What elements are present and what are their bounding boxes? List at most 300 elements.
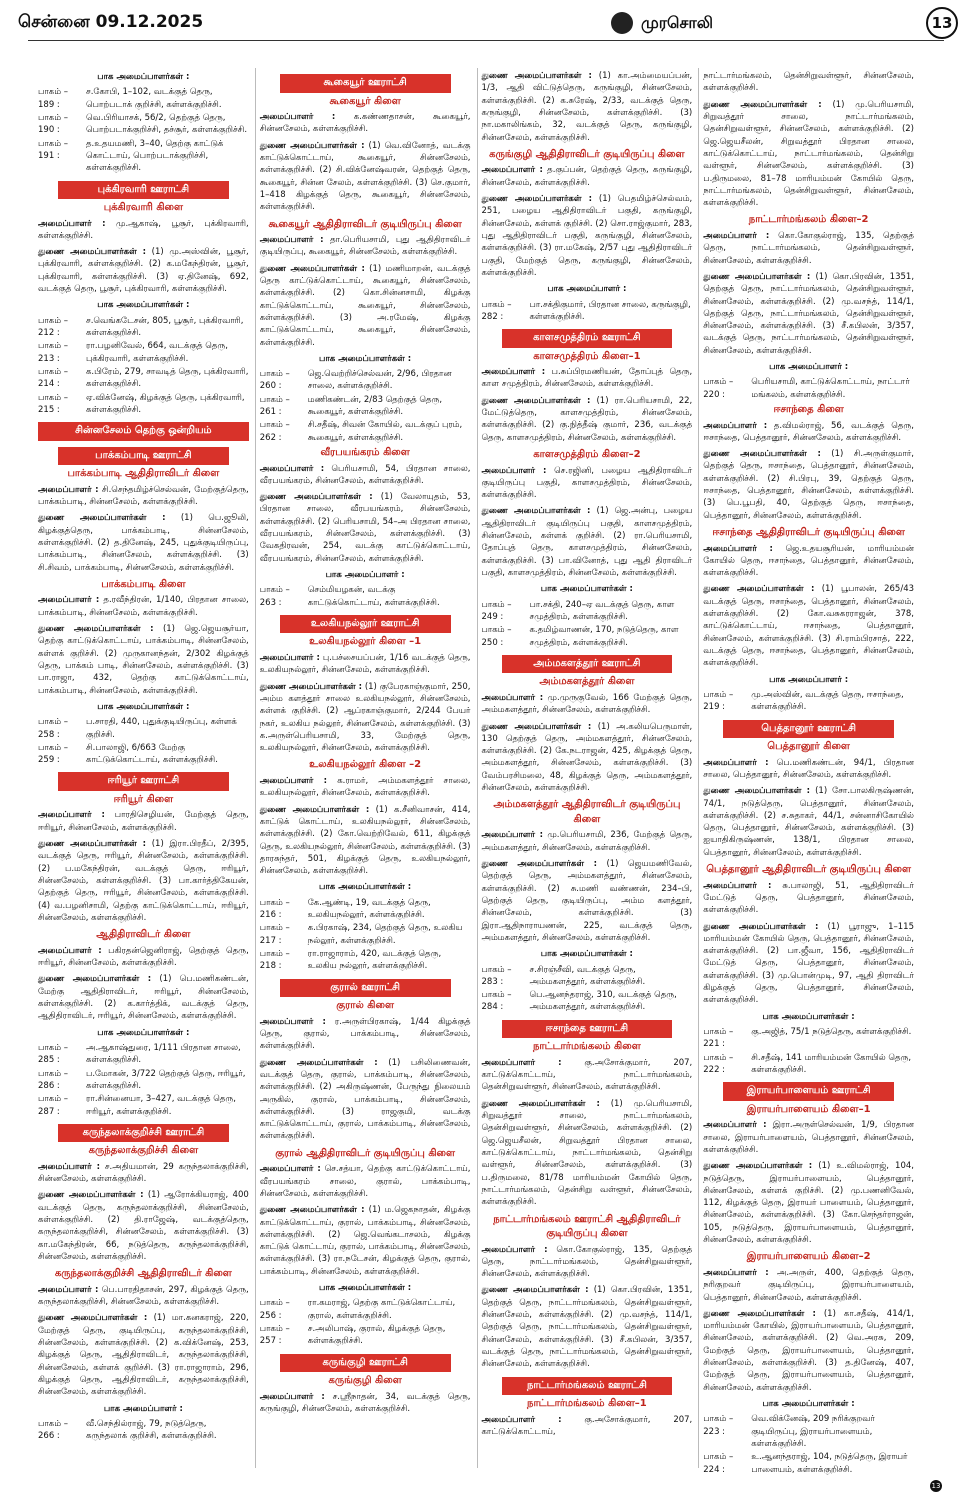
branch-heading: ஈசாந்தை கிளை [773,404,844,415]
section-block [260,979,471,998]
role-label: துணை அமைப்பாளர்கள் : [481,506,591,517]
member-paragraph [260,1016,471,1053]
part-number: பாகம் – 250 : [481,625,512,648]
member-paragraph [260,652,471,677]
article-columns [38,68,915,1475]
section-block [38,447,249,466]
section-bar: ஈரியூர் ஊராட்சி [58,772,229,791]
part-number: பாகம் – 259 : [38,742,68,766]
member-details: (1) கொ.பிரவின், 1351, தெற்குத் தெரு, நாட்டார்மங்கலம், தென்சிறுவள்ளூர், சின்னசேலம், கள்ளக்குறிச்சி. (2) மு.வசந்த், 114/1, தெற்குத் தெரு, நாட்டார்மங்கலம், தென்சிறுவள்ளூர், சின்னசேலம், கள்ளக்குறிச்சி. (3) சீ.கபிலன், 3/357, வடக்குத் தெரு, நாட்டார்மங்கலம், தென்சிறுவள்ளூர், சின்னசேலம், கள்ளக்குறிச்சி. [703,271,915,356]
part-entry [703,1026,914,1051]
part-entry [260,1297,471,1322]
role-label: துணை அமைப்பாளர்கள் : [481,395,591,406]
part-number: பாகம் – 189 : [38,87,68,110]
branch-heading: காளசமுத்திரம் கிளை–1 [533,350,641,362]
role-label: துணை அமைப்பாளர்கள் : [259,681,363,692]
part-entry [260,897,471,922]
role-label: துணை அமைப்பாளர்கள் : [259,1057,378,1068]
part-detail: மு.அஸ்வின், வடக்குத் தெரு, ஈசாந்தை, கள்ளக்குறிச்சி. [751,689,904,713]
member-paragraph [260,804,471,878]
section-bar: காளசமுத்திரம் ஊராட்சி [502,329,673,348]
member-paragraph [703,1267,914,1304]
branch-heading: நாட்டார்மங்கலம் கிளை–2 [748,214,869,226]
part-detail: செம்மியழகன், வடக்கு காட்டுக்கொட்டாய், கள்ளக்குறிச்சி. [307,585,440,608]
part-entry [260,584,471,609]
member-details: பாரதிசெழியன், மேற்குத் தெரு, ஈரியூர், சின்னசேலம், கள்ளக்குறிச்சி. [38,810,249,833]
part-number: பாகம் – 286 : [38,1068,68,1091]
member-paragraph [703,543,914,580]
part-heading: பாக அமைப்பாளர் : [325,570,405,580]
member-details: (1) உ.விமல்ராஜ், 104, நடுத்தெரு, இராயர்பாளையம், பெத்தானூர், சின்னசேலம், கள்ளக் குறிச்சி. (2) மு.பணனிவேல், 112, கிழக்குத் தெரு, இராயர் பாளையம், பெத்தானூர், சின்னசேலம், கள்ளக்குறிச்சி. (3) கோ.செந்தர்ராஜன், 105, நடுத்தெரு, இராயர்பாளையம், பெத்தானூர், சின்னசேலம், கள்ளக்குறிச்சி. [703,1161,914,1246]
member-details: செ.சத்யா, தெற்கு காட்டுக்கொட்டாய், வீரபயங்கரம் சாலை, குரால், பாக்கம்பாடி, சின்னசேலம், கள்ளக்குறிச்சி. [259,1164,471,1199]
part-entry [482,599,693,624]
section-bar: கருந்தலாக்குறிச்சி ஊராட்சி [58,1124,229,1143]
part-number: பாகம் – 190 : [38,112,68,136]
branch-heading: ஆதிதிராவிடர் கிளை [96,929,191,941]
role-label: அமைப்பாளர் : [703,757,769,768]
member-paragraph [703,230,914,267]
branch-heading: காளசமுத்திரம் கிளை–2 [533,449,641,460]
member-details: நாட்டார்மங்கலம், தென்சிறுவள்ளூர், சின்னசேலம், கள்ளக்குறிச்சி. [703,71,914,94]
page-number-badge: 13 [926,7,958,39]
part-entry [703,1451,914,1476]
part-number: பாகம் – 223 : [703,1414,734,1437]
part-detail: ரா.சின்னையா, 3–427, வடக்குத் தெரு, ஈரியூர், கள்ளக்குறிச்சி. [86,1094,236,1117]
section-bar: நாட்டார்மங்கலம் ஊராட்சி [502,1377,673,1396]
member-paragraph [38,973,249,1022]
part-heading: பாக அமைப்பாளர்கள் : [540,949,633,960]
member-paragraph [38,246,249,295]
section-bar: பெத்தானூர் ஊராட்சி [723,720,894,739]
branch-heading: அம்மகளத்தூர் கிளை [539,676,635,688]
member-paragraph [482,465,693,502]
member-details: (1) கா.அம்மையப்பன், 1/3, ஆதி விட்டுத்தெரு, கருங்குழி, சின்னசேலம், கள்ளக்குறிச்சி. (2) க.சுரேஷ், 2/33, வடக்குத் தெரு, கருங்குழி, சின்னசேலம், கள்ளக்குறிச்சி. (3) நா.மகாலிங்கம், 32, வடக்குத் தெரு, கருங்குழி, சின்னசேலம், கள்ளக்குறிச்சி. [481,71,693,143]
member-paragraph [703,757,914,782]
member-paragraph [38,594,249,619]
branch-heading: பெத்தானூர் ஆதிதிராவிடர் குடியிருப்பு கிளை [706,864,912,876]
section-bar: புக்கிரவாரி ஊராட்சி [58,181,229,200]
member-paragraph [703,448,914,522]
member-details: (1) பெதமிழ்ச்செல்வம், 251, பழைய ஆதிதிராவிடர் பகுதி, கருங்குழி, சின்னசேலம், கள்ளக் குறிச்சி. (2) சொ.ராஜ்குமார், 283, புது ஆதிதிராவிடர் பகுதி, கருங்குழி, சின்னசேலம், கள்ளக்குறிச்சி. (3) ரா.மகேஷ், 2/57 புது ஆதிதிராவிடர் பகுதி, மேற்குத் தெரு, கருங்குழி, சின்னசேலம், கள்ளக்குறிச்சி. [481,194,693,278]
section-block [260,1354,471,1373]
member-details: ப.சுப்பிரமணியன், தோப்புத் தெரு, காள சமுத்திரம், சின்னசேலம், கள்ளக்குறிச்சி. [481,367,693,390]
part-entry [38,392,249,417]
column-4 [698,68,915,1475]
part-entry [260,948,471,973]
member-details: (1) குபேரகாஞ்குமார், 250, அம்ம களத்தூர் சாலை உலகியநல்லூர், சின்னசேலம், கள்ளக் குறிச்சி. (2) ஆப்ரகாஞ்குமார், 2/244 பேயர் நகர், உலகிய நல்லூர், சின்னசேலம், கள்ளக்குறிச்சி. (3) க.அருள்பெரியசாமி, 33, மேற்குத் தெரு, உலகியநல்லூர், சின்னசேலம், கள்ளக்குறிச்சி. [259,681,471,754]
part-detail: க.பிரேம், 279, சாவடித் தெரு, புக்கிரவாரி, கள்ளக்குறிச்சி. [86,366,249,390]
part-detail: க.பிரகாஷ், 234, தெற்குத் தெரு, உலகிய நல்லூர், கள்ளக்குறிச்சி. [307,923,463,946]
part-entry [38,716,249,741]
member-details: பகிரதன்ஜெனிராஜ், தெற்குத் தெரு, ஈரியூர், சின்னசேலம், கள்ளக்குறிச்சி. [38,945,249,969]
member-details: (1) கொ.பிரவின், 1351, தெற்குத் தெரு, நாட்டார்மங்கலம், தென்சிறுவள்ளூர், சின்னசேலம், கள்ளக்குறிச்சி. (2) மு.வசந்த், 114/1, தெற்குத் தெரு, நாட்டார்மங்கலம், தென்சிறுவள்ளூர், சின்னசேலம், கள்ளக்குறிச்சி. (3) சீ.கபிலன், 3/357, வடக்குத் தெரு, நாட்டார்மங்கலம், தென்சிறுவள்ளூர், சின்னசேலம், கள்ளக்குறிச்சி. [481,1285,693,1370]
role-label: அமைப்பாளர் : [259,652,320,663]
part-detail: அ.ஆகாஷ்துரை, 1/111 பிரதான சாலை, கள்ளக்குறிச்சி. [86,1042,241,1066]
part-detail: கே.ஆண்டி, 19, வடக்குத் தெரு, உலகியநல்லூர், கள்ளக்குறிச்சி. [307,897,431,921]
part-number: பாகம் – 215 : [38,392,68,415]
branch-heading: உலகியநல்லூர் கிளை –1 [309,636,422,648]
member-details: கொ.கோகுல்ராஜ், 135, தெற்குத் தெரு, நாட்டார்மங்கலம், தென்சிறுவள்ளூர், சின்னசேலம், கள்ளக்குறிச்சி. [481,1244,693,1280]
section-bar: இராயர்பாளையம் ஊராட்சி [723,1082,894,1101]
member-paragraph [482,829,693,854]
role-label: அமைப்பாளர் : [38,945,102,956]
member-details: (1) பூராஜு, 1–115 மாரியம்மன் கோயில் தெரு, பெத்தானூர், சின்னசேலம், கள்ளக்குறிச்சி. (2) பா.ஜீவா, 156, ஆதிதிராவிடர் மேட்டுத் தெரு, பெத்தானூர், சின்னசேலம், கள்ளக்குறிச்சி. (3) மு.பொன்முடி, 97, ஆதி திராவிடர் கிழக்குத் தெரு, பெத்தானூர், சின்னசேலம், கள்ளக்குறிச்சி. [703,921,915,1006]
part-heading: பாக அமைப்பாளர் : [769,362,849,373]
section-bar: குரால் ஊராட்சி [280,979,451,998]
part-detail: வெ.விக்னேஷ், 209 நரிக்குறவர் குடியிருப்பு, இராயர்பாளையம், கள்ளக்குறிச்சி. [751,1414,875,1449]
role-label: துணை அமைப்பாளர்கள் : [703,449,821,460]
member-paragraph [260,234,471,259]
part-number: பாகம் – 217 : [259,923,290,946]
member-details: த.குப்பன், தெற்குத் தெரு, கருங்குழி, சின்னசேலம், கள்ளக்குறிச்சி. [481,165,693,188]
role-label: துணை அமைப்பாளர்கள் : [703,584,815,595]
member-details: (1) ம.ஜெகநாதன், கிழக்கு காட்டுக்கொட்டாய், குரால், பாக்கம்பாடி, சின்னசேலம், கள்ளக்குறிச்சி. (2) ஜெ.வெங்கடாசலம், கிழக்கு காட்டுக் கொட்டாய், குரால், பாக்கம்பாடி, சின்னசேலம், கள்ளக்குறிச்சி. (3) ரா.நடேசன், கிழக்குத் தெரு, குரால், பாக்கம்பாடி, சின்னசேலம், கள்ளக்குறிச்சி. [259,1205,471,1277]
branch-heading: குரால் கிளை [336,1000,394,1012]
part-entry [38,1042,249,1067]
member-details: பெரியசாமி, 54, பிரதான சாலை, வீரபயங்கரம், சின்னசேலம், கள்ளக்குறிச்சி. [259,463,471,486]
masthead-rule [28,40,944,41]
role-label: துணை அமைப்பாளர்கள் : [38,1313,148,1324]
member-paragraph [38,512,249,574]
paper-name: முரசொலி [641,12,713,32]
role-label: அமைப்பாளர் : [38,810,105,821]
branch-heading: கருந்தலாக்குறிச்சி ஆதிதிராவிடர் கிளை [54,1268,232,1280]
role-label: அமைப்பாளர் : [259,235,324,245]
role-label: அமைப்பாளர் : [38,1284,99,1295]
part-number: பாகம் – 282 : [481,299,512,322]
part-detail: பெ.ஆனந்தராஜ், 310, வடக்குத் தெரு, அம்மகளத்தூர், கள்ளக்குறிச்சி. [529,990,677,1013]
role-label: துணை அமைப்பாளர்கள் : [38,247,147,258]
member-paragraph [260,1204,471,1278]
part-number: பாகம் – 212 : [38,315,68,338]
section-block [38,422,249,441]
part-number: பாகம் – 261 : [259,394,290,418]
section-bar: பாக்கம்பாடி ஊராட்சி [58,447,229,466]
part-detail: ப.சாரதி, 440, புதுக்குடியிருப்பு, கள்ளக் குறிச்சி. [86,717,237,740]
branch-heading: பாக்கம்பாடி ஆதிதிராவிடர் கிளை [67,468,220,480]
member-details: (1) சி.அருள்குமார், தெற்குத் தெரு, ஈசாந்தை, பெத்தானூர், சின்னசேலம், கள்ளக்குறிச்சி. (2) சி.பிரபு, 39, தெற்குத் தெரு, ஈசாந்தை, பெத்தானூர், சின்னசேலம், கள்ளக்குறிச்சி. (3) பெ.பூபதி, 40, தெற்குத் தெரு, ஈசாந்தை, பெத்தானூர், சின்னசேலம், கள்ளக்குறிச்சி. [703,449,915,521]
part-entry [703,1052,914,1077]
role-label: துணை அமைப்பாளர்கள் : [481,1285,589,1296]
member-paragraph [482,164,693,189]
branch-heading: கருங்குழி கிளை [328,1375,402,1387]
member-paragraph [260,491,471,565]
member-paragraph [260,111,471,136]
part-entry [38,315,249,340]
member-paragraph [482,1414,693,1439]
member-paragraph [703,1119,914,1156]
footer-page-marker: 13 [931,1482,941,1490]
part-heading: பாக அமைப்பாளர்கள் : [319,353,412,364]
part-number: பாகம் – 262 : [259,420,290,443]
part-detail: மணிகண்டன், 2/83 தெற்குத் தெரு, கூகையூர், கள்ளக்குறிச்சி. [307,394,443,418]
paper-title [398,12,926,34]
member-details: சி.செந்தமிழ்ச்செல்வன், மேற்குத்தெரு, பாக்கம்பாடி, சின்னசேலம், கள்ளக்குறிச்சி. [38,484,249,507]
member-details: (1) வெ.வினோத், வடக்கு காட்டுக்கொட்டாய், கூகையூர், சின்னசேலம், கள்ளக்குறிச்சி. (2) சி.விக்னேஷ்வரன், தெற்குத் தெரு, கூகையூர், சின்ன சேலம், கள்ளக்குறிச்சி. (3) செ.குமார், 1–418 கிழக்குத் தெரு, கூகையூர், சின்னசேலம், கள்ளக்குறிச்சி. [259,140,471,213]
part-entry [260,368,471,393]
member-paragraph [703,921,914,1007]
role-label: துணை அமைப்பாளர்கள் : [481,71,592,81]
branch-heading: புக்கிரவாரி கிளை [103,202,184,213]
part-number: பாகம் – 256 : [259,1298,290,1321]
branch-heading: உலகியநல்லூர் கிளை –2 [309,759,422,771]
part-entry [482,989,693,1014]
part-heading: பாக அமைப்பாளர்கள் : [540,584,633,595]
part-entry [260,922,471,947]
role-label: துணை அமைப்பாளர்கள் : [481,194,593,204]
member-details: (1) மா.கனகராஜ், 220, மேற்குத் தெரு, குடியிருப்பு, கருந்தலாக்குறிச்சி, சின்னசேலம், கள்ளக்குறிச்சி. (2) க.விக்னேஷ், 253, கிழக்குத் தெரு, ஆதிதிராவிடர், கருந்தலாக்குறிச்சி, சின்னசேலம், கள்ளக் குறிச்சி. (3) ரா.ராஜாராம், 296, கிழக்குத் தெரு, ஆதிதிராவிடர், கருந்தலாக்குறிச்சி, சின்னசேலம், கள்ளக்குறிச்சி. [38,1313,249,1398]
part-detail: ரா.ராஜாராம், 420, வடக்குத் தெரு, உலகிய நல்லூர், கள்ளக்குறிச்சி. [307,949,442,972]
member-details: தா.பெரியசாமி, புது ஆதிதிராவிடர் குடியிருப்பு, கூகையூர், சின்னசேலம், கள்ளக்குறிச்சி. [259,235,471,258]
role-label: துணை அமைப்பாளர்கள் : [259,263,365,274]
member-paragraph [482,1098,693,1209]
member-paragraph [482,692,693,717]
section-block [260,74,471,93]
part-heading: பாக அமைப்பாளர்கள் : [97,300,190,311]
section-block [482,655,693,674]
role-label: அமைப்பாளர் : [481,1414,562,1425]
role-label: அமைப்பாளர் : [481,1057,562,1068]
member-paragraph [703,1160,914,1246]
part-number: பாகம் – 213 : [38,341,68,364]
member-details: (1) பெ.ஜூலி, கிழக்குத்தெரு, பாக்கம்பாடி, சின்னசேலம், கள்ளக்குறிச்சி. (2) த.தினேஷ், 245, புதுக்குடியிருப்பு, பாக்கம்பாடி, சின்னசேலம், கள்ளக்குறிச்சி. (3) சி.சிவம், பாக்கம்பாடி, சின்னசேலம், கள்ளக்குறிச்சி. [38,513,249,573]
column-1 [38,68,249,1468]
part-heading: பாக அமைப்பாளர் : [103,1403,183,1414]
role-label: அமைப்பாளர் : [703,1267,769,1278]
member-paragraph [260,1163,471,1200]
part-entry [38,86,249,111]
section-block [703,1082,914,1101]
part-entry [703,1413,914,1450]
member-paragraph [703,271,914,357]
part-number: பாகம் – 257 : [259,1324,290,1347]
member-paragraph [260,263,471,349]
member-details: (1) பெ.மணிகண்டன், மேற்கு ஆதிதிராவிடர், ஈரியூர், சின்னசேலம், கள்ளக்குறிச்சி. (2) க.கார்த்திக், வடக்குத் தெரு, ஆதிதிராவிடர், ஈரியூர், சின்னசேலம், கள்ளக்குறிச்சி. [38,974,249,1022]
part-detail: ச.சிரஞ்சீவி, வடக்குத் தெரு, அம்மகளத்தூர், கள்ளக்குறிச்சி. [529,964,646,987]
part-detail: வெ.பிரியாசக், 56/2, தெற்குத் தெரு, பொற்படாக்குறிச்சி, தச்சூர், கள்ளக்குறிச்சி. [86,112,248,136]
role-label: அமைப்பாளர் : [259,1391,325,1402]
role-label: துணை அமைப்பாளர்கள் : [703,921,819,932]
role-label: அமைப்பாளர் : [703,543,773,554]
part-detail: ச.அலிபாஷ், குரால், கிழக்குத் தெரு, கள்ளக்குறிச்சி. [307,1324,446,1347]
member-details: பெ.மணிகண்டன், 94/1, பிரதான சாலை, பெத்தானூர், சின்னசேலம், கள்ளக்குறிச்சி. [703,757,914,780]
member-paragraph [260,1391,471,1416]
role-label: துணை அமைப்பாளர்கள் : [38,839,147,850]
part-detail: பா.சக்தி, 240–ஏ வடக்குத் தெரு, காள சமுத்திரம், கள்ளக்குறிச்சி. [529,599,675,622]
role-label: அமைப்பாளர் : [481,692,544,703]
section-block [703,720,914,739]
member-details: த.ரவீந்திரன், 1/140, பிரதான சாலை, பாக்கம்பாடி, சின்னசேலம், கள்ளக்குறிச்சி. [38,595,249,618]
part-detail: த.உதயமணி, 3–40, தெற்கு காட்டுக் கொட்டாய், பொற்படாக்குறிச்சி, கள்ளக்குறிச்சி. [86,138,224,174]
part-heading: பாக அமைப்பாளர் : [547,284,627,295]
member-paragraph [38,1161,249,1186]
member-paragraph [38,809,249,834]
member-details: (1) கா.சதீஷ், 414/1, மாரியம்மன் கோயில், இராயர்பாளையம், பெத்தானூர், சின்னசேலம், கள்ளக்குறிச்சி. (2) வெ.அரசு, 209, மேற்குத் தெரு, இராயர்பாளையம், பெத்தானூர், சின்னசேலம், கள்ளக்குறிச்சி. (3) த.தினேஷ், 407, மேற்குத் தெரு, இராயர்பாளையம், பெத்தானூர், சின்னசேலம், கள்ளக்குறிச்சி. [703,1308,914,1393]
member-paragraph [482,366,693,391]
branch-heading: ஈரியூர் கிளை [113,793,174,805]
part-heading: பாக அமைப்பாளர்கள் : [97,701,190,712]
role-label: அமைப்பாளர் : [259,112,336,122]
member-details: பு.பச்சையப்பன், 1/16 வடக்குத் தெரு, உலகியநல்லூர், சின்னசேலம், கள்ளக்குறிச்சி. [259,652,471,676]
role-label: அமைப்பாளர் : [38,484,99,495]
branch-heading: நாட்டார்மங்கலம் ஊராட்சி ஆதிதிராவிடர் குடியிருப்பு கிளை [493,1213,681,1239]
member-details: க.கண்ணதாசன், கூகையூர், சின்னசேலம், கள்ளக்குறிச்சி. [259,112,471,135]
section-block [38,181,249,200]
section-bar: உலகியநல்லூர் ஊராட்சி [280,615,451,634]
role-label: அமைப்பாளர் : [703,420,768,431]
role-label: துணை அமைப்பாளர்கள் : [38,513,166,524]
column-2 [255,68,471,1468]
part-number: பாகம் – 260 : [259,369,290,392]
branch-heading: கூகையூர் கிளை [329,95,401,107]
branch-heading: நாட்டார்மங்கலம் கிளை–1 [527,1398,647,1410]
part-detail: சி.சதீஷ், 141 மாரியம்மன் கோயில் தெரு, கள்ளக்குறிச்சி. [751,1052,912,1075]
member-details: (1) ஜெ.அன்பு, பழைய ஆதிதிராவிடர் குடியிருப்பு பகுதி, காளசமுத்திரம், சின்னசேலம், கள்ளக் குறிச்சி. (2) ரா.பெரியசாமி, தோப்புத் தெரு, காளசமுத்திரம், சின்னசேலம், கள்ளக்குறிச்சி. (3) பா.வினோத், புது ஆதி திராவிடர் பகுதி, காளசமுத்திரம், சின்னசேலம், கள்ளக்குறிச்சி. [481,506,693,578]
member-paragraph [38,1312,249,1398]
branch-heading: குரால் ஆதிதிராவிடர் குடியிருப்பு கிளை [275,1147,456,1159]
part-number: பாகம் – 266 : [38,1418,68,1442]
member-details: ச.ஸ்ரீநாதன், 34, வடக்குத் தெரு, கருங்குழி, சின்னசேலம், கள்ளக்குறிச்சி. [259,1391,471,1414]
part-detail: ஜெ.வெற்றிச்செல்வன், 2/96, பிரதான சாலை, கள்ளக்குறிச்சி. [307,369,452,392]
member-details: (1) வேலாயுதம், 53, பிரதான சாலை, வீரபயங்கரம், சின்னசேலம், கள்ளக்குறிச்சி. (2) பெரியசாமி, 54–அ பிரதான சாலை, வீரபயங்கரம், சின்னசேலம், கள்ளக்குறிச்சி. (3) வேகதிரவன், 254, வடக்கு காட்டுக்கொட்டாய், வீரபயங்கரம், சின்னசேலம், கள்ளக்குறிச்சி. [259,492,471,564]
member-details: ச.அதியமான், 29 கருந்தலாக்குறிச்சி, சின்னசேலம், கள்ளக்குறிச்சி. [38,1161,249,1185]
part-detail: ரா.கமராஜ், தெற்கு காட்டுக்கொட்டாய், குரால், கள்ளக்குறிச்சி. [307,1298,456,1321]
part-number: பாகம் – 283 : [481,964,512,987]
role-label: துணை அமைப்பாளர்கள் : [259,492,373,503]
branch-heading: பெத்தானூர் கிளை [767,741,850,753]
part-detail: கு.அஜித், 75/1 நடுத்தெரு, கள்ளக்குறிச்சி. [751,1027,912,1037]
part-entry [38,1093,249,1118]
part-heading: பாக அமைப்பாளர்கள் : [762,1011,855,1022]
member-paragraph [703,1308,914,1394]
member-paragraph [482,193,693,279]
part-detail: ச.கோபி, 1–102, வடக்குத் தெரு, பொற்படாக் குறிச்சி, கள்ளக்குறிச்சி. [86,87,222,110]
part-heading: பாக அமைப்பாளர்கள் : [97,72,190,82]
part-number: பாகம் – 218 : [259,949,290,972]
member-paragraph [703,583,914,669]
sun-emblem-icon [611,12,633,34]
member-details: கு.அசோக்குமார், 207, காட்டுக்கொட்டாய், [481,1414,693,1437]
part-number: பாகம் – 258 : [38,717,68,740]
part-heading: பாக அமைப்பாளர்கள் : [319,1283,412,1294]
member-details: கொ.கோகுல்ராஜ், 135, தெற்குத் தெரு, நாட்டார்மங்கலம், தென்சிறுவள்ளூர், சின்னசேலம், கள்ளக்குறிச்சி. [703,230,914,266]
role-label: அமைப்பாளர் : [703,1120,767,1131]
part-entry [260,394,471,419]
member-details: அ.அருள், 400, தெற்குத் தெரு, நரிகுறவர் குடியிருப்பு, இராயர்பாளையம், பெத்தானூர், சின்னசேலம், கள்ளக்குறிச்சி. [703,1267,914,1303]
member-paragraph [38,945,249,970]
part-entry [38,742,249,767]
branch-heading: கூகையூர் ஆதிதிராவிடர் குடியிருப்பு கிளை [268,218,462,230]
role-label: அமைப்பாளர் : [481,465,547,476]
member-paragraph [482,721,693,795]
role-label: துணை அமைப்பாளர்கள் : [38,624,154,634]
member-details: த.விமல்ராஜ், 56, வடக்குத் தெரு, ஈசாந்தை, பெத்தானூர், சின்னசேலம், கள்ளக்குறிச்சி. [703,420,914,443]
member-details: (1) ஜெ.ஜெயசூர்யா, தெற்கு காட்டுக்கொட்டாய், பாக்கம்பாடி, சின்னசேலம், கள்ளக் குறிச்சி. (2) முருகானந்தன், 2/302 கிழக்குத் தெரு, பாக்கம் பாடி, சின்னசேலம், கள்ளக்குறிச்சி. (3) பா.ராஜா, 432, தெற்கு காட்டுக்கொட்டாய், பாக்கம்பாடி, சின்னசேலம், கள்ளக்குறிச்சி. [38,624,249,696]
role-label: துணை அமைப்பாளர்கள் : [481,721,592,732]
part-entry [38,1418,249,1443]
part-number: பாகம் – 222 : [703,1052,734,1075]
part-detail: சி.சதீஷ், சிவன் கோயில், வடக்குப் புரம், கூகையூர், கள்ளக்குறிச்சி. [307,420,463,443]
role-label: துணை அமைப்பாளர்கள் : [703,786,811,797]
part-entry [703,689,914,714]
part-entry [260,1323,471,1348]
role-label: அமைப்பாளர் : [259,1016,326,1027]
role-label: அமைப்பாளர் : [703,230,770,241]
member-paragraph [703,785,914,859]
part-heading: பாக அமைப்பாளர்கள் : [319,882,412,893]
part-detail: பா.சக்திகுமார், பிரதான சாலை, கருங்குழி, கள்ளக்குறிச்சி. [529,299,691,322]
role-label: அமைப்பாளர் : [38,1161,101,1172]
part-number: பாகம் – 221 : [703,1027,734,1050]
member-paragraph [260,681,471,755]
member-details: (1) பூபாலன், 265/43 வடக்குத் தெரு, ஈசாந்தை, பெத்தானூர், சின்னசேலம், கள்ளக்குறிச்சி. (2) கோ.வசுகரராஜன், 378, காட்டுக்கொட்டாய், ஈசாந்தை, பெத்தானூர், சின்னசேலம், கள்ளக்குறிச்சி. (3) சி.ராம்பிரசாத், 222, வடக்குத் தெரு, ஈசாந்தை, பெத்தானூர், சின்னசேலம், கள்ளக்குறிச்சி. [703,584,915,669]
member-details: ஜெ.உதயசூரியன், மாரியம்மன் கோயில் தெரு, ஈசாந்தை, பெத்தானூர், சின்னசேலம், கள்ளக்குறிச்சி. [703,543,915,579]
branch-heading: வீரபயங்கரம் கிளை [320,447,410,458]
branch-heading: அம்மகளத்தூர் ஆதிதிராவிடர் குடியிருப்பு கிளை [493,799,681,825]
part-detail: வீ.செந்தில்ராஜ், 79, நடுத்தெரு, கருந்தலாக் குறிச்சி, கள்ளக்குறிச்சி. [86,1418,217,1442]
member-details: ர.அருள்பிரகாஷ், 1/44 கிழக்குத் தெரு, குரால், பாக்கம்பாடி, சின்னசேலம், கள்ளக்குறிச்சி. [259,1016,471,1052]
member-details: (1) பசிலிணைவன், வடக்குத் தெரு, குரால், பாக்கம்பாடி, சின்னசேலம், கள்ளக்குறிச்சி. (2) அகிருஷ்ணன், பேருந்து நிலையம் அருகில், குரால், பாக்கம்பாடி, சின்னசேலம், கள்ளக்குறிச்சி. (3) ராஜகுமி, வடக்கு காட்டுக்கொட்டாய், குரால், பாக்கம்பாடி, சின்னசேலம், கள்ளக்குறிச்சி. [259,1057,471,1142]
member-details: சு.பாலாஜி, 51, ஆதிதிராவிடர் மேட்டுத் தெரு, பெத்தானூர், சின்னசேலம், கள்ளக்குறிச்சி. [703,880,914,916]
member-paragraph [703,420,914,445]
part-detail: ஏ.விக்னேஷ், கிழக்குத் தெரு, புக்கிரவாரி, கள்ளக்குறிச்சி. [86,392,245,415]
member-paragraph [38,218,249,243]
part-detail: பெரியசாமி, காட்டுக்கொட்டாய், நாட்டார் மங்கலம், கள்ளக்குறிச்சி. [751,377,910,400]
member-paragraph [38,1284,249,1309]
part-detail: சி.பாலாஜி, 6/663 மேற்கு காட்டுக்கொட்டாய், கள்ளக்குறிச்சி. [86,742,218,766]
part-entry [38,138,249,175]
member-paragraph [482,395,693,444]
member-paragraph [482,70,693,144]
branch-heading: இராயர்பாளையம் கிளை–2 [746,1251,871,1263]
section-block [482,1020,693,1039]
branch-heading: கருங்குழி ஆதிதிராவிடர் குடியிருப்பு கிளை [489,148,685,160]
role-label: அமைப்பாளர் : [481,830,543,841]
member-paragraph [38,1189,249,1263]
member-paragraph [482,1244,693,1281]
role-label: துணை அமைப்பாளர்கள் : [703,99,822,110]
branch-heading: பாக்கம்பாடி கிளை [101,578,186,590]
member-paragraph [38,623,249,697]
member-paragraph [703,880,914,917]
role-label: துணை அமைப்பாளர்கள் : [703,1308,816,1319]
section-bar: கூகையூர் ஊராட்சி [280,74,451,93]
part-number: பாகம் – 191 : [38,138,68,161]
member-paragraph [260,1057,471,1143]
section-block [38,1124,249,1143]
member-paragraph [482,1057,693,1094]
role-label: துணை அமைப்பாளர்கள் : [259,140,365,151]
member-details: (1) மு.பெரியசாமி, சிறுவத்தூர் சாலை, நாட்டார்மங்கலம், தென்சிறுவள்ளூர், சின்னசேலம், கள்ளக்குறிச்சி. (2) ஜெ.ஜெயசீலன், சிறுவத்தூர் பிரதான சாலை, காட்டுக்கொட்டாய், நாட்டார்மங்கலம், தென்சிறு வள்ளூர், சின்னசேலம், கள்ளக்குறிச்சி. (3) ப.திருமலை, 81/78 மாரியம்மன் கோயில் தெரு, நாட்டார்மங்கலம், தென்சிறு வள்ளூர், சின்னசேலம், கள்ளக்குறிச்சி. [481,1098,693,1208]
member-paragraph [703,99,914,210]
part-detail: ரா.பழனிவேல், 664, வடக்குத் தெரு, புக்கிரவாரி, கள்ளக்குறிச்சி. [86,341,228,364]
column-3 [477,68,693,1468]
section-bar: சின்னசேலம் தெற்கு ஒன்றியம் [38,422,249,441]
member-paragraph [703,70,914,95]
part-number: பாகம் – 285 : [38,1042,68,1066]
branch-heading: ஈசாந்தை ஆதிதிராவிடர் குடியிருப்பு கிளை [712,527,905,538]
masthead [18,6,958,40]
member-paragraph [38,838,249,924]
part-entry [703,376,914,401]
role-label: துணை அமைப்பாளர்கள் : [481,1098,600,1109]
branch-heading: கருந்தலாக்குறிச்சி கிளை [88,1145,199,1157]
branch-heading: இராயர்பாளையம் கிளை–1 [746,1103,871,1115]
member-details: செ.ரஜினி, பழைய ஆதிதிராவிடர் குடியிருப்பு பகுதி, காளசமுத்திரம், சின்னசேலம், கள்ளக்குறிச்சி. [481,465,693,501]
part-number: பாகம் – 287 : [38,1094,68,1117]
part-entry [38,1068,249,1093]
part-heading: பாக அமைப்பாளர்கள் : [97,1027,190,1038]
